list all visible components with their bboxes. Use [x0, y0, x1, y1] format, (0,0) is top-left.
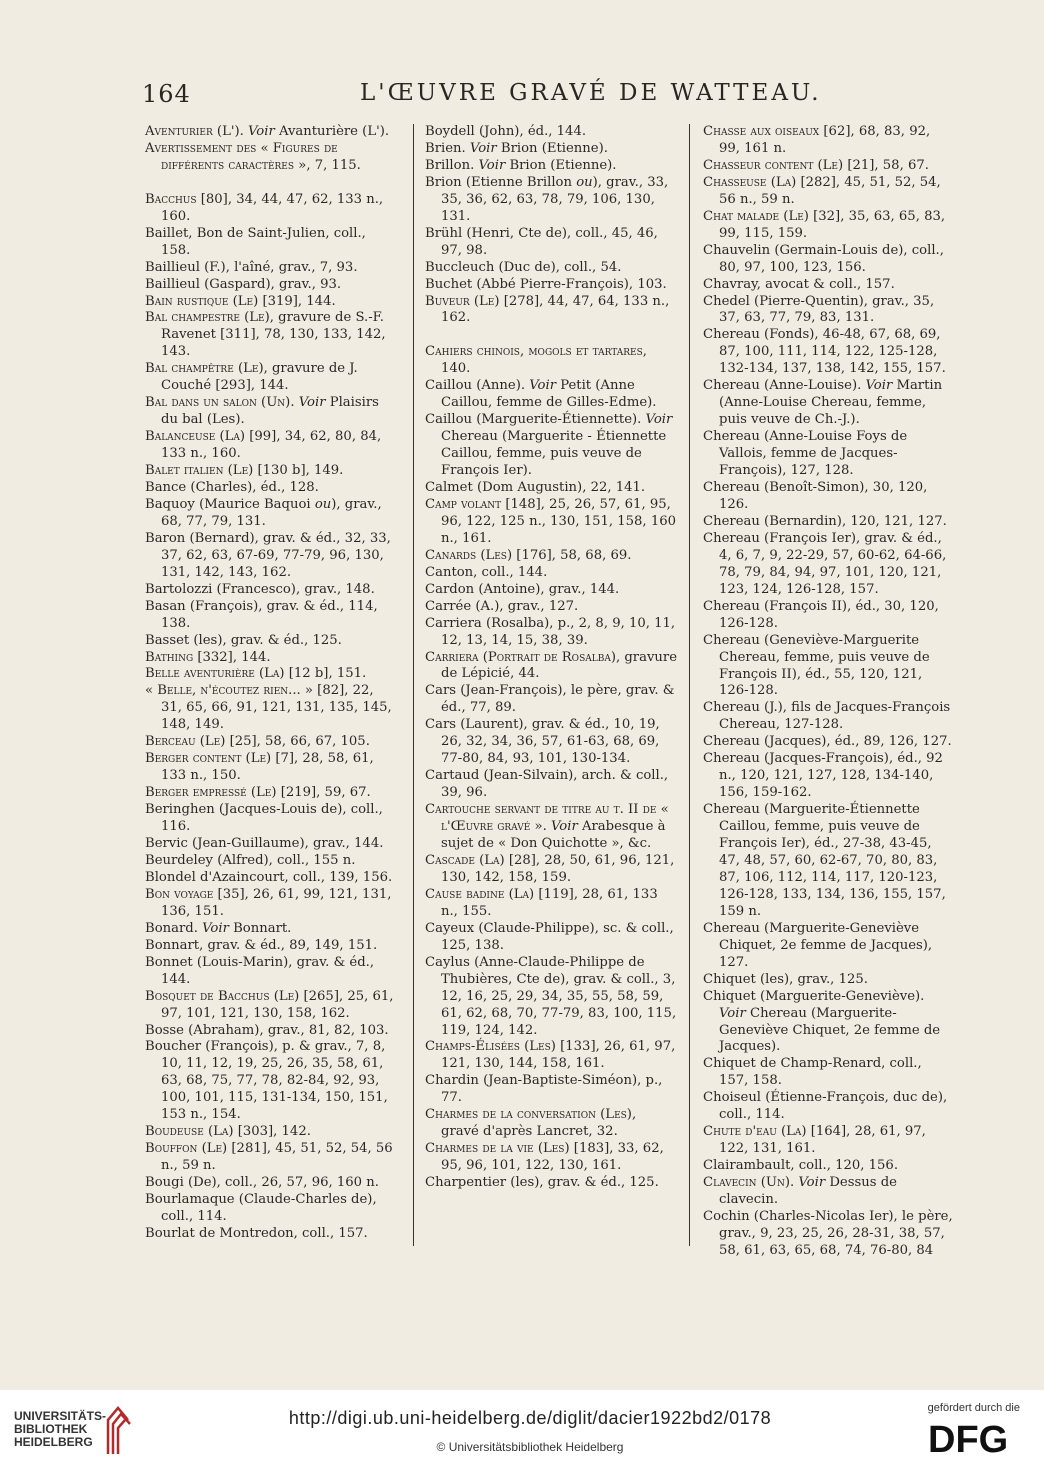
index-entry: Cochin (Charles-Nicolas Ier), le père, grav., 9, 23, 25, 26, 28-31, 38, 57, 58, 61, 63, 65, 68, 74, 76-80, 84	[703, 1209, 953, 1258]
index-entry: Basan (François), grav. & éd., 114, 138.	[145, 598, 378, 631]
index-entry: Cartouche servant de titre au t. II de « l'Œuvre gravé ». Voir Arabesque à sujet de « Don Quichotte », &c.	[425, 802, 669, 852]
viewer-footer	[0, 1390, 1044, 1469]
index-entry: Chute d'eau (La) [164], 28, 61, 97, 122, 131, 161.	[703, 1124, 926, 1157]
index-entry: Chereau (Anne-Louise Foys de Vallois, femme de Jacques-François), 127, 128.	[703, 429, 908, 479]
index-entry: Chiquet (les), grav., 125.	[703, 971, 868, 987]
index-entry: Balanceuse (La) [99], 34, 62, 80, 84, 133 n., 160.	[145, 429, 382, 462]
index-entry: Canton, coll., 144.	[425, 564, 548, 580]
index-entry: Bartolozzi (Francesco), grav., 148.	[145, 581, 375, 597]
svg-text:DFG: DFG	[928, 1419, 1009, 1458]
column-divider	[413, 124, 414, 1246]
index-entry: Caylus (Anne-Claude-Philippe de Thubières, Cte de), grav. & coll., 3, 12, 16, 25, 29, 34, 35, 55, 58, 59, 61, 62, 68, 70, 77-79, 83, 100, 115, 119, 124, 142.	[425, 954, 677, 1038]
index-column-1	[145, 124, 397, 1243]
index-entry: Berger empressé (Le) [219], 59, 67.	[145, 785, 371, 801]
index-entry: Clairambault, coll., 120, 156.	[703, 1158, 899, 1174]
index-entry: Buchet (Abbé Pierre-François), 103.	[425, 276, 667, 292]
page-number: 164	[142, 80, 191, 108]
index-entry: Bacchus [80], 34, 44, 47, 62, 133 n., 160.	[145, 191, 384, 224]
index-entry: Chereau (Benoît-Simon), 30, 120, 126.	[703, 480, 928, 512]
index-entry: Beurdeley (Alfred), coll., 155 n.	[145, 852, 356, 868]
index-entry: Carriera (Portrait de Rosalba), gravure de Lépicié, 44.	[425, 649, 678, 682]
index-entry: Charmes de la conversation (Les), gravé d'après Lancret, 32.	[425, 1107, 637, 1140]
index-entry: Baron (Bernard), grav. & éd., 32, 33, 37, 62, 63, 67-69, 77-79, 96, 130, 131, 142, 143, 162.	[145, 530, 391, 580]
index-entry: Avertissement des « Figures de différents caractères », 7, 115.	[145, 140, 361, 173]
library-name: UNIVERSITÄTS- BIBLIOTHEK HEIDELBERG	[14, 1409, 107, 1449]
index-entry: Cartaud (Jean-Silvain), arch. & coll., 39, 96.	[425, 768, 669, 801]
index-entry: Canards (Les) [176], 58, 68, 69.	[425, 547, 632, 563]
running-title: L'ŒUVRE GRAVÉ DE WATTEAU.	[360, 80, 822, 106]
index-entry: Berceau (Le) [25], 58, 66, 67, 105.	[145, 734, 370, 750]
index-entry: Bathing [332], 144.	[145, 649, 271, 665]
index-entry: Buccleuch (Duc de), coll., 54.	[425, 259, 622, 275]
index-entry: Bonnet (Louis-Marin), grav. & éd., 144.	[145, 954, 375, 987]
index-entry: Chereau (Marguerite-Étiennette Caillou, femme, puis veuve de François Ier), éd., 27-38, 43-45, 47, 48, 57, 60, 62-67, 70, 80, 83, 87, 106, 112, 114, 117, 120-123, 126-128, 133, 134, 136, 155, 157, 159 n.	[703, 802, 946, 919]
index-entry: Bal champêtre (Le), gravure de J. Couché [293], 144.	[145, 361, 358, 394]
index-column-3	[703, 124, 955, 1260]
index-entry: Cars (Laurent), grav. & éd., 10, 19, 26, 32, 34, 36, 57, 61-63, 68, 69, 77-80, 84, 93, 101, 130-134.	[425, 717, 660, 767]
index-entry: Chereau (J.), fils de Jacques-François Chereau, 127-128.	[703, 700, 951, 733]
index-entry: Bougi (De), coll., 26, 57, 96, 160 n.	[145, 1175, 379, 1191]
index-entry: Beringhen (Jacques-Louis de), coll., 116.	[145, 802, 383, 835]
index-entry: Baquoy (Maurice Baquoi ou), grav., 68, 77, 79, 131.	[145, 496, 382, 529]
index-entry: Berger content (Le) [7], 28, 58, 61, 133 n., 150.	[145, 751, 374, 784]
index-entry: Chedel (Pierre-Quentin), grav., 35, 37, 63, 77, 79, 83, 131.	[703, 293, 935, 326]
index-entry: Chasse aux oiseaux [62], 68, 83, 92, 99, 161 n.	[703, 124, 931, 156]
index-entry: Brühl (Henri, Cte de), coll., 45, 46, 97, 98.	[425, 225, 658, 258]
index-entry: Bance (Charles), éd., 128.	[145, 480, 319, 495]
index-entry: Clavecin (Un). Voir Dessus de clavecin.	[703, 1175, 897, 1208]
index-entry: Bourlat de Montredon, coll., 157.	[145, 1225, 368, 1241]
index-entry: Chavray, avocat & coll., 157.	[703, 276, 895, 292]
index-entry: Bouffon (Le) [281], 45, 51, 52, 54, 56 n., 59 n.	[145, 1141, 393, 1174]
index-entry: Cause badine (La) [119], 28, 61, 133 n., 155.	[425, 886, 658, 919]
index-entry: Calmet (Dom Augustin), 22, 141.	[425, 480, 646, 495]
index-entry: Chiquet de Champ-Renard, coll., 157, 158.	[703, 1056, 922, 1089]
index-entry: Belle aventurière (La) [12 b], 151.	[145, 666, 367, 682]
index-entry: Choiseul (Étienne-François, duc de), coll., 114.	[703, 1090, 948, 1123]
index-entry: Caillou (Marguerite-Étiennette). Voir Chereau (Marguerite - Étiennette Caillou, femme, puis veuve de François Ier).	[425, 412, 673, 479]
index-entry: Chereau (Jacques-François), éd., 92 n., 120, 121, 127, 128, 134-140, 156, 159-162.	[703, 751, 943, 801]
index-entry: Bal champestre (Le), gravure de S.-F. Ravenet [311], 78, 130, 133, 142, 143.	[145, 310, 386, 360]
index-entry: Cars (Jean-François), le père, grav. & éd., 77, 89.	[425, 683, 675, 716]
index-entry: Charpentier (les), grav. & éd., 125.	[425, 1175, 659, 1191]
index-entry: Brion (Etienne Brillon ou), grav., 33, 35, 36, 62, 63, 78, 79, 106, 130, 131.	[425, 174, 669, 224]
index-entry: Chat malade (Le) [32], 35, 63, 65, 83, 99, 115, 159.	[703, 208, 946, 241]
index-entry: Bervic (Jean-Guillaume), grav., 144.	[145, 836, 384, 852]
index-entry: Bosse (Abraham), grav., 81, 82, 103.	[145, 1022, 389, 1038]
index-entry: Baillieul (F.), l'aîné, grav., 7, 93.	[145, 259, 358, 275]
index-entry: Bonnart, grav. & éd., 89, 149, 151.	[145, 937, 378, 953]
library-emblem-icon	[104, 1404, 132, 1456]
index-entry: Cardon (Antoine), grav., 144.	[425, 581, 620, 597]
index-entry: Carriera (Rosalba), p., 2, 8, 9, 10, 11, 12, 13, 14, 15, 38, 39.	[425, 615, 676, 648]
page-header	[0, 80, 1044, 120]
index-entry: Aventurier (L'). Voir Avanturière (L').	[145, 124, 390, 139]
index-entry: Baillet, Bon de Saint-Julien, coll., 158.	[145, 225, 366, 258]
index-entry: Carrée (A.), grav., 127.	[425, 598, 579, 614]
index-entry: Blondel d'Azaincourt, coll., 139, 156.	[145, 869, 393, 885]
index-entry: Brien. Voir Brion (Etienne).	[425, 140, 608, 156]
copyright-notice: © Universitätsbibliothek Heidelberg	[436, 1440, 624, 1454]
index-entry: Basset (les), grav. & éd., 125.	[145, 632, 342, 648]
index-entry: Balet italien (Le) [130 b], 149.	[145, 463, 344, 479]
index-entry: Bon voyage [35], 26, 61, 99, 121, 131, 136, 151.	[145, 886, 392, 919]
index-entry: Chereau (François II), éd., 30, 120, 126-128.	[703, 598, 939, 631]
index-entry: « Belle, n'écoutez rien... » [82], 22, 31, 65, 66, 91, 121, 131, 135, 145, 148, 149.	[145, 683, 392, 733]
index-entry: Bonard. Voir Bonnart.	[145, 920, 292, 936]
index-entry: Chiquet (Marguerite-Geneviève). Voir Chereau (Marguerite-Geneviève Chiquet, 2e femme de Jacques).	[703, 988, 941, 1055]
index-entry: Charmes de la vie (Les) [183], 33, 62, 95, 96, 101, 122, 130, 161.	[425, 1141, 664, 1174]
index-entry: Boydell (John), éd., 144.	[425, 124, 587, 139]
index-entry: Chereau (Fonds), 46-48, 67, 68, 69, 87, 100, 111, 114, 122, 125-128, 132-134, 137, 138, 142, 155, 157.	[703, 327, 946, 377]
index-entry: Chereau (François Ier), grav. & éd., 4, 6, 7, 9, 22-29, 57, 60-62, 64-66, 78, 79, 84, 94, 97, 101, 120, 121, 123, 124, 126-128, 157.	[703, 530, 947, 597]
index-column-2	[425, 124, 677, 1192]
permalink-url[interactable]: http://digi.ub.uni-heidelberg.de/diglit/dacier1922bd2/0178	[288, 1408, 772, 1428]
index-entry: Cascade (La) [28], 28, 50, 61, 96, 121, 130, 142, 158, 159.	[425, 852, 675, 885]
index-entry: Bal dans un salon (Un). Voir Plaisirs du bal (Les).	[145, 395, 379, 428]
index-entry: Bourlamaque (Claude-Charles de), coll., 114.	[145, 1192, 377, 1224]
index-entry: Boudeuse (La) [303], 142.	[145, 1124, 311, 1140]
index-entry: Cahiers chinois, mogols et tartares, 140.	[425, 344, 647, 377]
index-entry: Chereau (Geneviève-Marguerite Chereau, femme, puis veuve de François II), éd., 55, 120, 121, 126-128.	[703, 632, 930, 699]
index-entry: Champs-Élisées (Les) [133], 26, 61, 97, 121, 130, 144, 158, 161.	[425, 1039, 676, 1072]
index-entry: Chasseur content (Le) [21], 58, 67.	[703, 157, 929, 173]
index-entry: Buveur (Le) [278], 44, 47, 64, 133 n., 162.	[425, 293, 670, 326]
index-entry: Chereau (Marguerite-Geneviève Chiquet, 2e femme de Jacques), 127.	[703, 920, 933, 970]
index-entry: Brillon. Voir Brion (Etienne).	[425, 157, 617, 173]
index-entry: Cayeux (Claude-Philippe), sc. & coll., 125, 138.	[425, 920, 674, 953]
dfg-logo-icon	[928, 1418, 1028, 1458]
index-entry: Chereau (Anne-Louise). Voir Martin (Anne-Louise Chereau, femme, puis veuve de Ch.-J.).	[703, 378, 943, 428]
dfg-caption: gefördert durch die	[927, 1402, 1020, 1414]
index-entry: Camp volant [148], 25, 26, 57, 61, 95, 96, 122, 125 n., 130, 151, 158, 160 n., 161.	[425, 496, 676, 546]
index-entry: Baillieul (Gaspard), grav., 93.	[145, 276, 342, 292]
index-entry: Bosquet de Bacchus (Le) [265], 25, 61, 97, 101, 121, 130, 158, 162.	[145, 988, 394, 1021]
index-entry: Bain rustique (Le) [319], 144.	[145, 293, 336, 309]
index-entry: Caillou (Anne). Voir Petit (Anne Caillou, femme de Gilles-Edme).	[425, 378, 657, 411]
index-entry: Chasseuse (La) [282], 45, 51, 52, 54, 56 n., 59 n.	[703, 174, 941, 207]
index-entry: Chardin (Jean-Baptiste-Siméon), p., 77.	[425, 1073, 663, 1106]
index-entry: Boucher (François), p. & grav., 7, 8, 10, 11, 12, 19, 25, 26, 35, 58, 61, 63, 68, 75, 77, 78, 82-84, 92, 93, 100, 101, 115, 131-134, 150, 151, 153 n., 154.	[145, 1039, 388, 1123]
index-entry: Chereau (Jacques), éd., 89, 126, 127.	[703, 734, 952, 750]
index-entry: Chauvelin (Germain-Louis de), coll., 80, 97, 100, 123, 156.	[703, 242, 944, 275]
index-entry: Chereau (Bernardin), 120, 121, 127.	[703, 513, 947, 529]
column-divider	[689, 124, 690, 1246]
